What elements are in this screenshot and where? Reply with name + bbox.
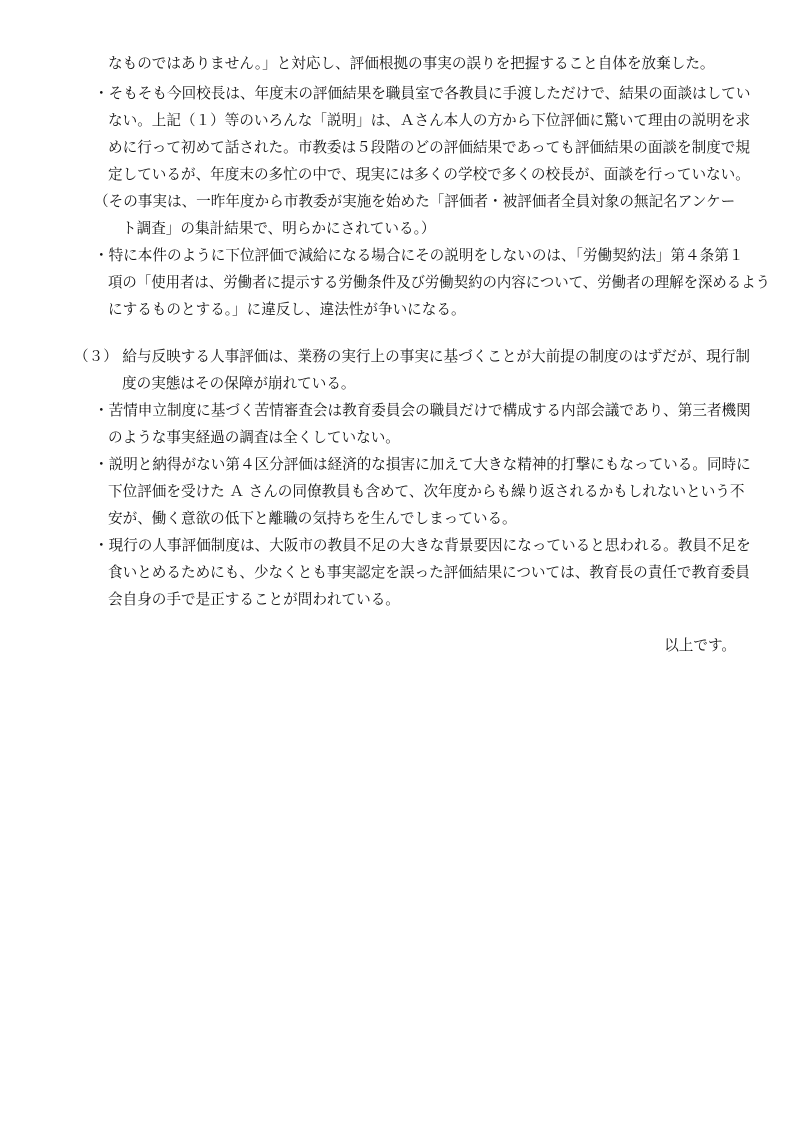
paragraph-line: にするものとする。」に違反し、違法性が争いになる。: [108, 301, 466, 318]
paragraph-line: 下位評価を受けた Ａ さんの同僚教員も含めて、次年度からも繰り返されるかもしれないという不: [108, 483, 745, 500]
bullet-line: ・特に本件のように下位評価で減給になる場合にその説明をしないのは、「労働契約法」第４条第１: [94, 247, 744, 264]
paragraph-line: のような事実経過の調査は全くしていない。: [108, 429, 400, 446]
paragraph-line: ない。上記（１）等のいろんな「説明」は、Ａさん本人の方から下位評価に驚いて理由の説明を求: [108, 112, 751, 129]
paragraph-line: 食いとめるためにも、少なくとも事実認定を誤った評価結果については、教育長の責任で教育委員: [108, 564, 750, 581]
paragraph-line: 会自身の手で是正することが問われている。: [108, 591, 400, 608]
bullet-line: ・苦情申立制度に基づく苦情審査会は教育委員会の職員だけで構成する内部会議であり、第三者機関: [94, 402, 751, 419]
paragraph-line: ト調査」の集計結果で、明らかにされている。）: [122, 220, 436, 237]
bullet-line: ・そもそも今回校長は、年度末の評価結果を職員室で各教員に手渡しただけで、結果の面談はしてい: [94, 85, 751, 102]
paragraph-line: 度の実態はその保障が崩れている。: [122, 375, 356, 392]
section-heading-line: （３） 給与反映する人事評価は、業務の実行上の事実に基づくことが大前提の制度のはずだが、現行制: [74, 348, 750, 365]
paragraph-line: 定しているが、年度末の多忙の中で、現実には多くの学校で多くの校長が、面談を行っていない。: [108, 166, 750, 183]
bullet-line: ・現行の人事評価制度は、大阪市の教員不足の大きな背景要因になっていると思われる。教員不足を: [94, 537, 751, 554]
paragraph-line: 項の「使用者は、労働者に提示する労働条件及び労働契約の内容について、労働者の理解を深めるよう: [108, 274, 771, 291]
paragraph-line: （その事実は、一昨年度から市教委が実施を始めた「評価者・被評価者全員対象の無記名アンケー: [94, 193, 736, 210]
closing-text: 以上です。: [664, 637, 736, 654]
paragraph-line: 安が、働く意欲の低下と離職の気持ちを生んでしまっている。: [108, 510, 517, 527]
paragraph-line: めに行って初めて話された。市教委は５段階のどの評価結果であっても評価結果の面談を制度で規: [108, 139, 750, 156]
bullet-line: ・説明と納得がない第４区分評価は経済的な損害に加えて大きな精神的打撃にもなっている。同時に: [94, 456, 751, 473]
paragraph-line: なものではありません。」と対応し、評価根拠の事実の誤りを把握すること自体を放棄した。: [108, 55, 715, 72]
